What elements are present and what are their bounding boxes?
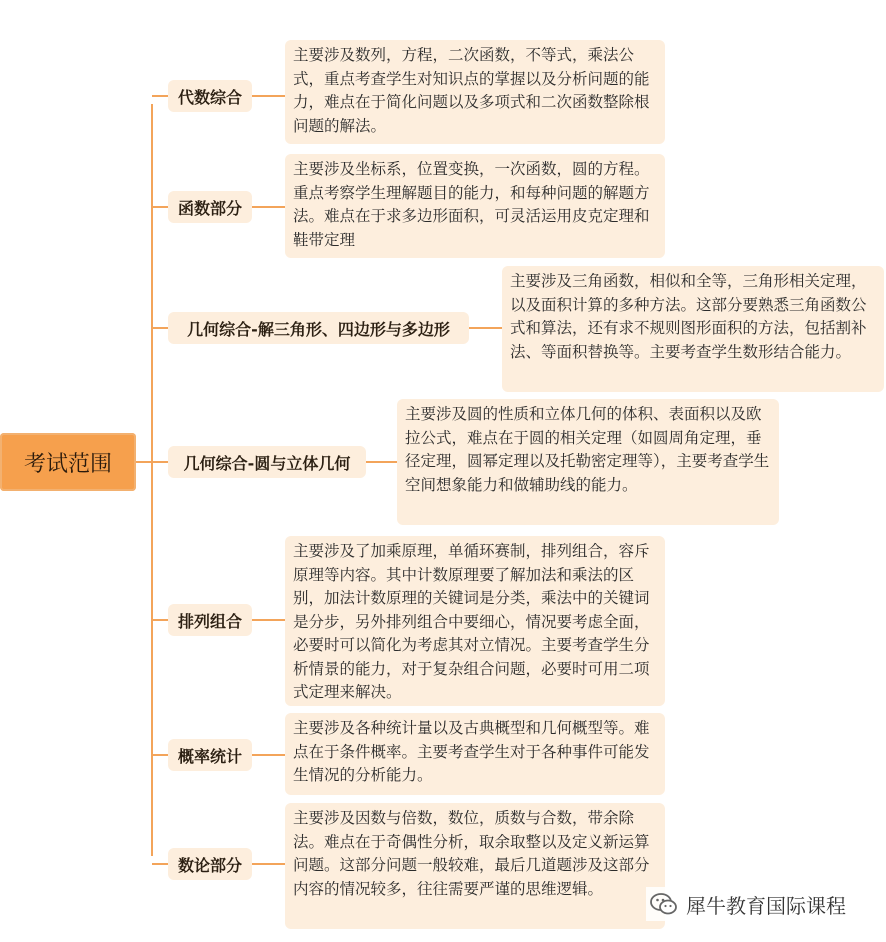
topic-functions[interactable] [168, 191, 252, 223]
desc-algebra-text: 主要涉及数列，方程，二次函数，不等式，乘法公式，重点考查学生对知识点的掌握以及分析问题的能力，难点在于简化问题以及多项式和二次函数整除根问题的解法。 [293, 46, 650, 135]
desc-combinatorics[interactable] [285, 536, 665, 706]
desc-number-theory-text: 主要涉及因数与倍数，数位，质数与合数，带余除法。难点在于奇偶性分析，取余取整以及定义新运算问题。这部分问题一般较难，最后几道题涉及这部分内容的情况较多，往往需要严谨的思维逻辑。 [293, 809, 650, 898]
desc-algebra[interactable] [285, 40, 665, 144]
desc-geometry-polygons-text: 主要涉及三角函数，相似和全等，三角形相关定理，以及面积计算的多种方法。这部分要熟悉三角函数公式和算法，还有求不规则图形面积的方法，包括割补法、等面积替换等。主要考查学生数形结合能力。 [510, 272, 867, 361]
desc-geometry-polygons[interactable] [502, 266, 884, 392]
desc-probability-text: 主要涉及各种统计量以及古典概型和几何概型等。难点在于条件概率。主要考查学生对于各种事件可能发生情况的分析能力。 [293, 719, 650, 784]
topic-geometry-circles-label: 几何综合-圆与立体几何 [183, 453, 351, 473]
topic-algebra-label: 代数综合 [177, 87, 242, 107]
topic-combinatorics-label: 排列组合 [177, 611, 242, 631]
topic-geometry-circles[interactable] [168, 446, 366, 478]
desc-number-theory[interactable] [285, 803, 665, 929]
desc-geometry-circles-text: 主要涉及圆的性质和立体几何的体积、表面积以及欧拉公式，难点在于圆的相关定理（如圆周角定理，垂径定理，圆幂定理以及托勒密定理等），主要考查学生空间想象能力和做辅助线的能力。 [405, 405, 770, 494]
root-node[interactable] [0, 433, 136, 491]
desc-functions-text: 主要涉及坐标系，位置变换，一次函数，圆的方程。重点考察学生理解题目的能力，和每种问题的解题方法。难点在于求多边形面积，可灵活运用皮克定理和鞋带定理 [293, 160, 650, 249]
desc-probability[interactable] [285, 713, 665, 795]
desc-geometry-circles[interactable] [397, 399, 779, 525]
topic-number-theory-label: 数论部分 [177, 855, 242, 875]
watermark [646, 887, 850, 921]
topic-geometry-polygons-label: 几何综合-解三角形、四边形与多边形 [187, 319, 450, 339]
watermark-text: 犀牛教育国际课程 [686, 893, 846, 918]
desc-combinatorics-text: 主要涉及了加乘原理，单循环赛制，排列组合，容斥原理等内容。其中计数原理要了解加法和乘法的区别，加法计数原理的关键词是分类，乘法中的关键词是分步，另外排列组合中要细心，情况要考虑全面，必要时可以简化为考虑其对立情况。主要考查学生分析情景的能力，对于复杂组合问题，必要时可用二项式定理来解决。 [293, 542, 650, 701]
topic-probability-label: 概率统计 [177, 746, 242, 766]
desc-functions[interactable] [285, 154, 665, 258]
topic-functions-label: 函数部分 [177, 198, 242, 218]
topic-probability[interactable] [168, 739, 252, 771]
wechat-icon [650, 892, 678, 916]
topic-combinatorics[interactable] [168, 604, 252, 636]
topic-algebra[interactable] [168, 80, 252, 112]
root-label: 考试范围 [23, 451, 112, 477]
topic-geometry-polygons[interactable] [168, 312, 469, 344]
topic-number-theory[interactable] [168, 848, 252, 880]
